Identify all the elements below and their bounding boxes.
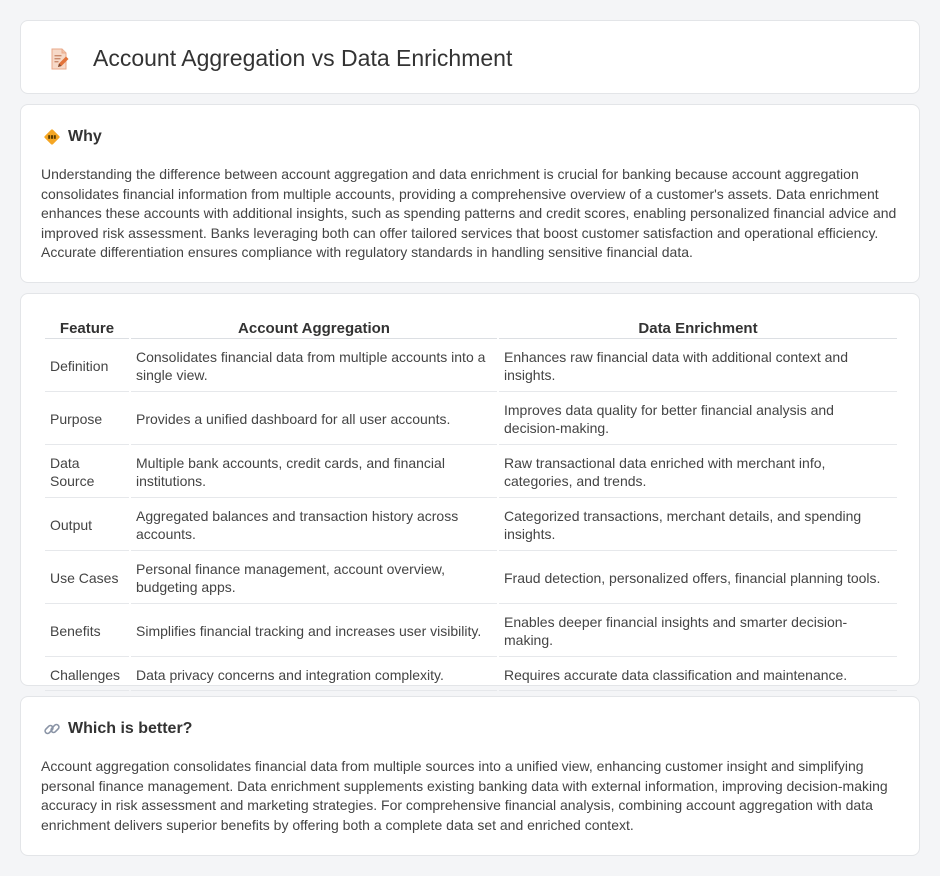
table-row	[45, 447, 897, 498]
aggregation-cell: Data privacy concerns and integration complexity.	[131, 659, 497, 691]
link-icon	[43, 720, 61, 738]
aggregation-cell: Consolidates financial data from multiple accounts into a single view.	[131, 341, 497, 392]
feature-cell: Data Source	[45, 447, 129, 498]
column-header-feature: Feature	[45, 319, 129, 339]
enrichment-cell: Raw transactional data enriched with merchant info, categories, and trends.	[499, 447, 897, 498]
enrichment-cell: Categorized transactions, merchant details, and spending insights.	[499, 500, 897, 551]
comparison-section	[20, 293, 920, 686]
enrichment-cell: Fraud detection, personalized offers, financial planning tools.	[499, 553, 897, 604]
why-section	[20, 104, 920, 283]
why-text: Understanding the difference between account aggregation and data enrichment is crucial for banking because account aggregation consolidates financial information from multiple accounts, providing a comprehensive overview of a customer's assets. Data enrichment enhances these accounts with additional insights, such as spending patterns and credit scores, enabling personalized financial advice and improved risk assessment. Banks leveraging both can offer tailored services that boost customer satisfaction and operational efficiency. Accurate differentiation ensures compliance with regulatory standards in handling sensitive financial data.	[41, 166, 897, 261]
warning-sign-icon	[43, 128, 61, 146]
better-title: Which is better?	[68, 720, 193, 737]
feature-cell: Challenges	[45, 659, 129, 691]
table-row	[45, 500, 897, 551]
why-title: Why	[68, 128, 102, 145]
aggregation-cell: Provides a unified dashboard for all user accounts.	[131, 394, 497, 445]
page-title: Account Aggregation vs Data Enrichment	[93, 45, 513, 71]
header	[47, 45, 512, 72]
column-header-data-enrichment: Data Enrichment	[499, 319, 897, 339]
aggregation-cell: Aggregated balances and transaction history across accounts.	[131, 500, 497, 551]
header-card	[20, 20, 920, 94]
which-is-better-section	[20, 696, 920, 856]
table-row	[45, 394, 897, 445]
enrichment-cell: Improves data quality for better financial analysis and decision-making.	[499, 394, 897, 445]
enrichment-cell: Enables deeper financial insights and smarter decision-making.	[499, 606, 897, 657]
better-text: Account aggregation consolidates financial data from multiple sources into a unified view, enhancing customer insight and simplifying personal finance management. Data enrichment supplements existing banking data with external information, improving decision-making accuracy in risk assessment and marketing strategies. For comprehensive financial analysis, combining account aggregation with data enrichment delivers superior benefits by offering both a complete data set and enriched context.	[41, 758, 888, 833]
enrichment-cell: Requires accurate data classification and maintenance.	[499, 659, 897, 691]
feature-cell: Purpose	[45, 394, 129, 445]
feature-cell: Definition	[45, 341, 129, 392]
better-heading	[43, 720, 192, 738]
column-header-account-aggregation: Account Aggregation	[131, 319, 497, 339]
feature-cell: Output	[45, 500, 129, 551]
comparison-table	[43, 317, 899, 693]
why-heading	[43, 128, 102, 146]
aggregation-cell: Multiple bank accounts, credit cards, and financial institutions.	[131, 447, 497, 498]
feature-cell: Use Cases	[45, 553, 129, 604]
table-row	[45, 341, 897, 392]
aggregation-cell: Simplifies financial tracking and increases user visibility.	[131, 606, 497, 657]
enrichment-cell: Enhances raw financial data with additional context and insights.	[499, 341, 897, 392]
table-row	[45, 606, 897, 657]
table-header-row	[45, 319, 897, 339]
table-row	[45, 659, 897, 691]
aggregation-cell: Personal finance management, account overview, budgeting apps.	[131, 553, 497, 604]
feature-cell: Benefits	[45, 606, 129, 657]
document-pencil-icon	[47, 47, 71, 71]
table-row	[45, 553, 897, 604]
